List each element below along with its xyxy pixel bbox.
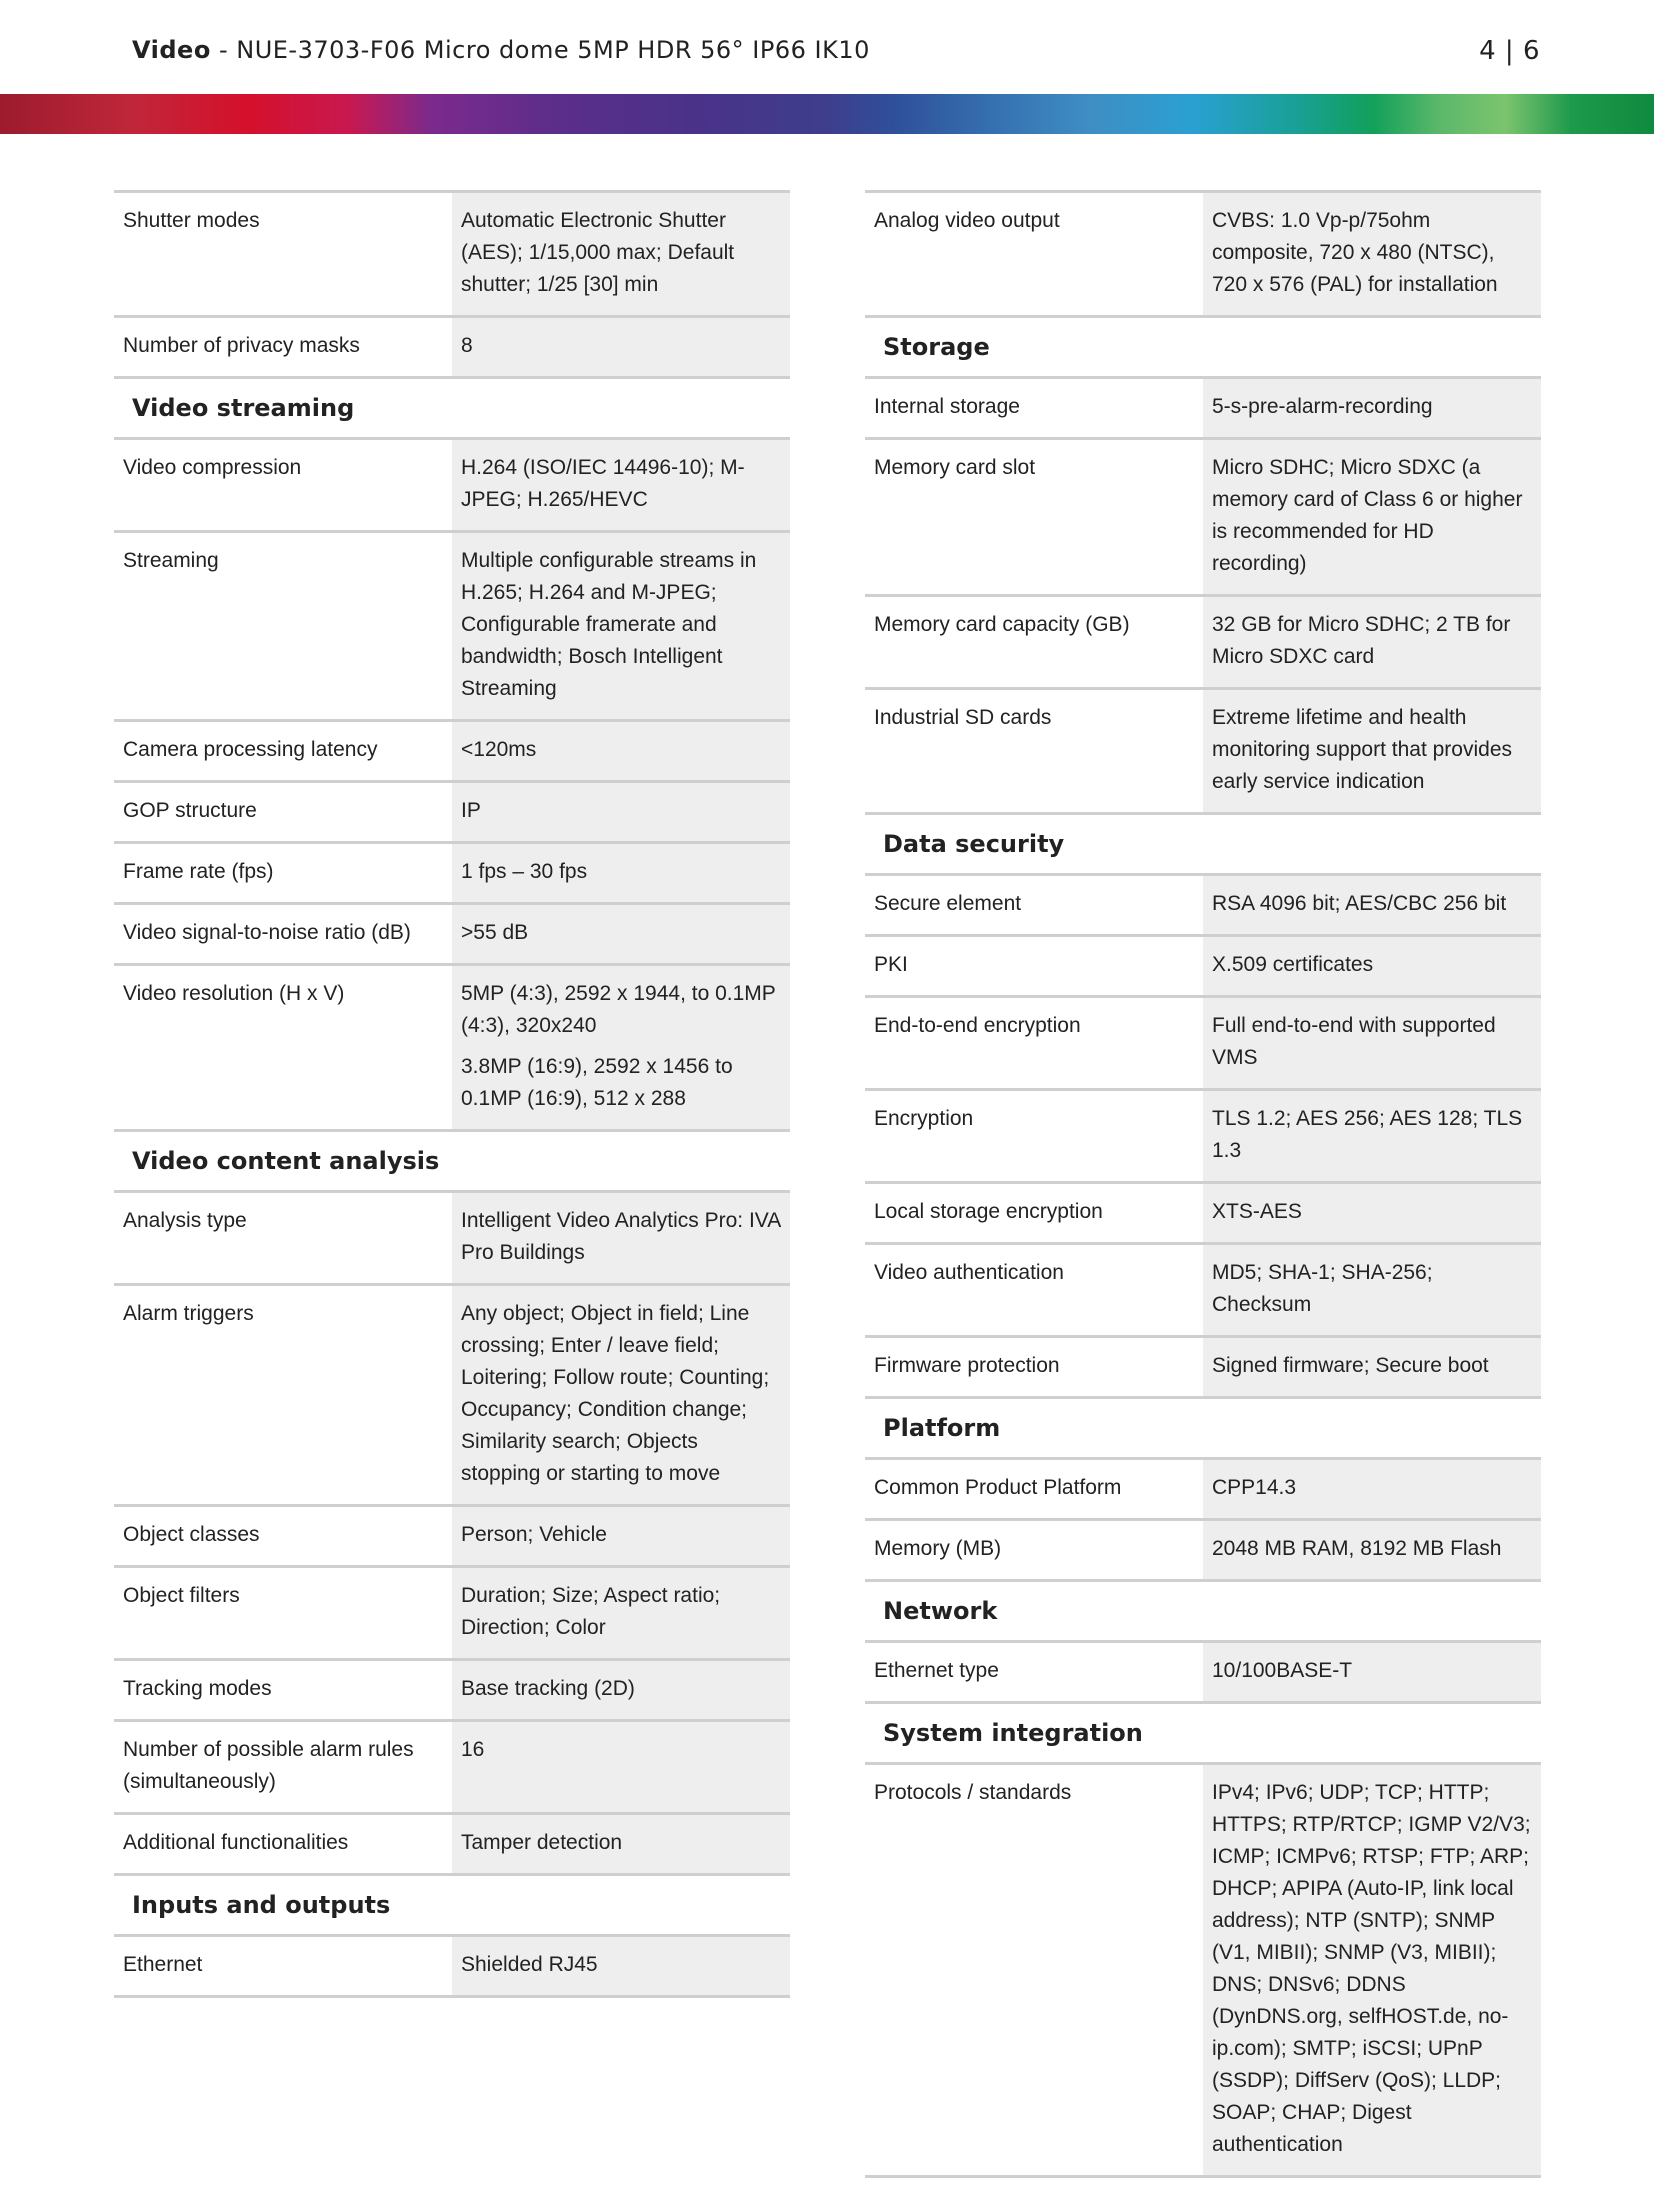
spec-label: Number of privacy masks xyxy=(123,334,360,357)
spec-value: Duration; Size; Aspect ratio; Direction; Color xyxy=(452,1568,790,1658)
spec-row-alarm-rules xyxy=(114,1719,790,1812)
spec-value: Multiple configurable streams in H.265; H.264 and M-JPEG; Configurable framerate and bandwidth; Bosch Intelligent Streaming xyxy=(452,533,790,719)
spec-row-firmware-protection xyxy=(865,1335,1541,1396)
spec-label: Industrial SD cards xyxy=(874,706,1052,729)
spec-label: Firmware protection xyxy=(874,1354,1060,1377)
spec-row-additional-functionalities xyxy=(114,1812,790,1873)
spec-label: Number of possible alarm rules (simultaneously) xyxy=(123,1738,414,1793)
spec-row-privacy-masks xyxy=(114,315,790,376)
spec-label: Video compression xyxy=(123,456,302,479)
spec-label: Alarm triggers xyxy=(123,1302,254,1325)
spec-row-frame-rate xyxy=(114,841,790,902)
spec-label: Local storage encryption xyxy=(874,1200,1103,1223)
section-heading-storage: Storage xyxy=(865,315,1541,376)
section-heading-data-security: Data security xyxy=(865,812,1541,873)
spec-value: RSA 4096 bit; AES/CBC 256 bit xyxy=(1203,876,1541,934)
spec-value: IP xyxy=(452,783,790,841)
spec-label: Memory card slot xyxy=(874,456,1036,479)
spec-value: 16 xyxy=(452,1722,790,1812)
spec-value: 10/100BASE-T xyxy=(1203,1643,1541,1701)
spec-row-streaming xyxy=(114,530,790,719)
spec-value: Full end-to-end with supported VMS xyxy=(1203,998,1541,1088)
spec-row-alarm-triggers xyxy=(114,1283,790,1504)
section-heading-video-content-analysis: Video content analysis xyxy=(114,1129,790,1190)
spec-value-line: 5MP (4:3), 2592 x 1944, to 0.1MP (4:3), 320x240 xyxy=(461,982,776,1037)
spec-label: Streaming xyxy=(123,549,219,572)
spec-label: PKI xyxy=(874,953,908,976)
spec-label: Analysis type xyxy=(123,1209,247,1232)
spec-row-video-authentication xyxy=(865,1242,1541,1335)
table-bottom-rule xyxy=(114,1995,790,1998)
spec-value-line: 3.8MP (16:9), 2592 x 1456 to 0.1MP (16:9), 512 x 288 xyxy=(461,1055,733,1110)
spec-label: Ethernet xyxy=(123,1953,203,1976)
spec-row-e2e-encryption xyxy=(865,995,1541,1088)
spec-row-object-filters xyxy=(114,1565,790,1658)
spec-value: XTS-AES xyxy=(1203,1184,1541,1242)
spec-value: CPP14.3 xyxy=(1203,1460,1541,1518)
spec-row-ethernet xyxy=(114,1934,790,1995)
spec-row-internal-storage xyxy=(865,376,1541,437)
section-heading-system-integration: System integration xyxy=(865,1701,1541,1762)
spec-value: Signed firmware; Secure boot xyxy=(1203,1338,1541,1396)
doc-title-product: - NUE-3703-F06 Micro dome 5MP HDR 56° IP66 IK10 xyxy=(210,36,870,64)
spec-label: Video authentication xyxy=(874,1261,1064,1284)
section-heading-inputs-outputs: Inputs and outputs xyxy=(114,1873,790,1934)
spec-row-industrial-sd xyxy=(865,687,1541,812)
spec-value: TLS 1.2; AES 256; AES 128; TLS 1.3 xyxy=(1203,1091,1541,1181)
spec-label: Ethernet type xyxy=(874,1659,999,1682)
spec-value: Person; Vehicle xyxy=(452,1507,790,1565)
spec-label: Object classes xyxy=(123,1523,260,1546)
spec-label: Encryption xyxy=(874,1107,974,1130)
spec-label: Frame rate (fps) xyxy=(123,860,274,883)
spec-row-protocols xyxy=(865,1762,1541,2175)
spec-row-gop xyxy=(114,780,790,841)
doc-title-category: Video xyxy=(132,36,211,64)
spec-label: GOP structure xyxy=(123,799,257,822)
spec-value: 8 xyxy=(452,318,790,376)
spec-row-resolution xyxy=(114,963,790,1129)
spec-table-right xyxy=(865,190,1541,2178)
spec-value: Base tracking (2D) xyxy=(452,1661,790,1719)
spec-value: Any object; Object in field; Line crossing; Enter / leave field; Loitering; Follow route; Counting; Occupancy; Condition change; Similarity search; Objects stopping or starting to move xyxy=(452,1286,790,1504)
spec-row-analog-output xyxy=(865,190,1541,315)
section-heading-video-streaming: Video streaming xyxy=(114,376,790,437)
section-heading-network: Network xyxy=(865,1579,1541,1640)
spec-value: CVBS: 1.0 Vp-p/75ohm composite, 720 x 480 (NTSC), 720 x 576 (PAL) for installation xyxy=(1203,193,1541,315)
spec-label: Memory card capacity (GB) xyxy=(874,613,1130,636)
spec-value: 5-s-pre-alarm-recording xyxy=(1203,379,1541,437)
spec-label: Common Product Platform xyxy=(874,1476,1122,1499)
spec-row-secure-element xyxy=(865,873,1541,934)
spec-label: Shutter modes xyxy=(123,209,260,232)
spec-row-encryption xyxy=(865,1088,1541,1181)
spec-row-card-slot xyxy=(865,437,1541,594)
spec-label: Protocols / standards xyxy=(874,1781,1072,1804)
spec-value: IPv4; IPv6; UDP; TCP; HTTP; HTTPS; RTP/RTCP; IGMP V2/V3; ICMP; ICMPv6; RTSP; FTP; ARP; DHCP; APIPA (Auto-IP, link local address); NTP (SNTP); SNMP (V1, MIBII); SNMP (V3, MIBII); DNS; DNSv6; DDNS (DynDNS.org, selfHOST.de, no-ip.com); SMTP; iSCSI; UPnP (SSDP); DiffServ (QoS); LLDP; SOAP; CHAP; Digest authentication xyxy=(1203,1765,1541,2175)
spec-value: MD5; SHA-1; SHA-256; Checksum xyxy=(1203,1245,1541,1335)
table-bottom-rule xyxy=(865,2175,1541,2178)
spec-row-snr xyxy=(114,902,790,963)
spec-value: 32 GB for Micro SDHC; 2 TB for Micro SDXC card xyxy=(1203,597,1541,687)
spec-value: Extreme lifetime and health monitoring support that provides early service indication xyxy=(1203,690,1541,812)
spec-label: Video resolution (H x V) xyxy=(123,982,345,1005)
spec-value: Shielded RJ45 xyxy=(452,1937,790,1995)
spec-value xyxy=(452,966,790,1129)
spec-label: End-to-end encryption xyxy=(874,1014,1081,1037)
spec-value: <120ms xyxy=(452,722,790,780)
spec-row-video-compression xyxy=(114,437,790,530)
spec-row-object-classes xyxy=(114,1504,790,1565)
page-header xyxy=(132,36,1540,70)
spec-row-cpp xyxy=(865,1457,1541,1518)
spec-row-card-capacity xyxy=(865,594,1541,687)
spec-label: Secure element xyxy=(874,892,1022,915)
spec-table-left xyxy=(114,190,790,1998)
spec-value: Tamper detection xyxy=(452,1815,790,1873)
spec-value: >55 dB xyxy=(452,905,790,963)
spec-row-shutter-modes xyxy=(114,190,790,315)
section-heading-platform: Platform xyxy=(865,1396,1541,1457)
spec-row-pki xyxy=(865,934,1541,995)
spec-label: Analog video output xyxy=(874,209,1060,232)
spec-value: Intelligent Video Analytics Pro: IVA Pro Buildings xyxy=(452,1193,790,1283)
spec-value: Micro SDHC; Micro SDXC (a memory card of Class 6 or higher is recommended for HD recording) xyxy=(1203,440,1541,594)
spec-row-analysis-type xyxy=(114,1190,790,1283)
spec-label: Video signal-to-noise ratio (dB) xyxy=(123,921,411,944)
spec-label: Additional functionalities xyxy=(123,1831,349,1854)
spec-value: 1 fps – 30 fps xyxy=(452,844,790,902)
spec-label: Memory (MB) xyxy=(874,1537,1002,1560)
spec-label: Internal storage xyxy=(874,395,1020,418)
spec-row-local-storage-encryption xyxy=(865,1181,1541,1242)
spec-label: Camera processing latency xyxy=(123,738,378,761)
spec-row-ethernet-type xyxy=(865,1640,1541,1701)
spec-value: H.264 (ISO/IEC 14496-10); M-JPEG; H.265/HEVC xyxy=(452,440,790,530)
page-number: 4 | 6 xyxy=(1479,36,1540,66)
brand-color-bar xyxy=(0,94,1654,134)
spec-label: Object filters xyxy=(123,1584,240,1607)
spec-row-tracking-modes xyxy=(114,1658,790,1719)
spec-row-memory xyxy=(865,1518,1541,1579)
spec-value: X.509 certificates xyxy=(1203,937,1541,995)
spec-row-latency xyxy=(114,719,790,780)
spec-value: 2048 MB RAM, 8192 MB Flash xyxy=(1203,1521,1541,1579)
spec-value: Automatic Electronic Shutter (AES); 1/15,000 max; Default shutter; 1/25 [30] min xyxy=(452,193,790,315)
spec-label: Tracking modes xyxy=(123,1677,272,1700)
